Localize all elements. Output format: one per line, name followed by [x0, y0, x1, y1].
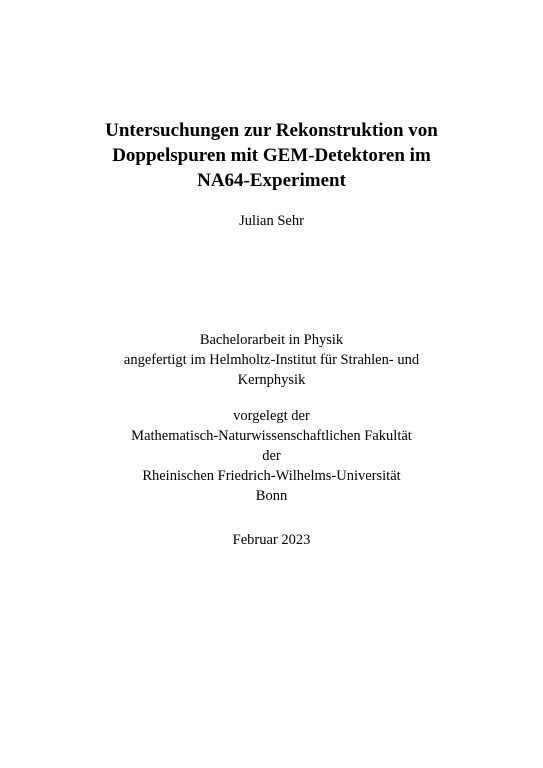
title-line: NA64-Experiment — [197, 170, 346, 191]
author-name: Julian Sehr — [239, 213, 304, 229]
thesis-title — [40, 118, 503, 193]
submission-line: der — [262, 448, 281, 464]
submission-line: Rheinischen Friedrich-Wilhelms-Universität — [142, 468, 401, 484]
thesis-description — [0, 330, 543, 390]
submission-line: Mathematisch-Naturwissenschaftlichen Fakultät — [131, 428, 412, 444]
thesis-line: Kernphysik — [237, 372, 306, 388]
title-line: Doppelspuren mit GEM-Detektoren im — [112, 145, 431, 166]
title-line: Untersuchungen zur Rekonstruktion von — [105, 120, 438, 141]
thesis-line: Bachelorarbeit in Physik — [199, 332, 344, 348]
submission-statement — [0, 406, 543, 506]
submission-line: vorgelegt der — [233, 408, 310, 424]
submission-date: Februar 2023 — [232, 532, 311, 548]
thesis-line: angefertigt im Helmholtz-Institut für Strahlen- und — [123, 352, 420, 368]
submission-line: Bonn — [255, 488, 288, 504]
